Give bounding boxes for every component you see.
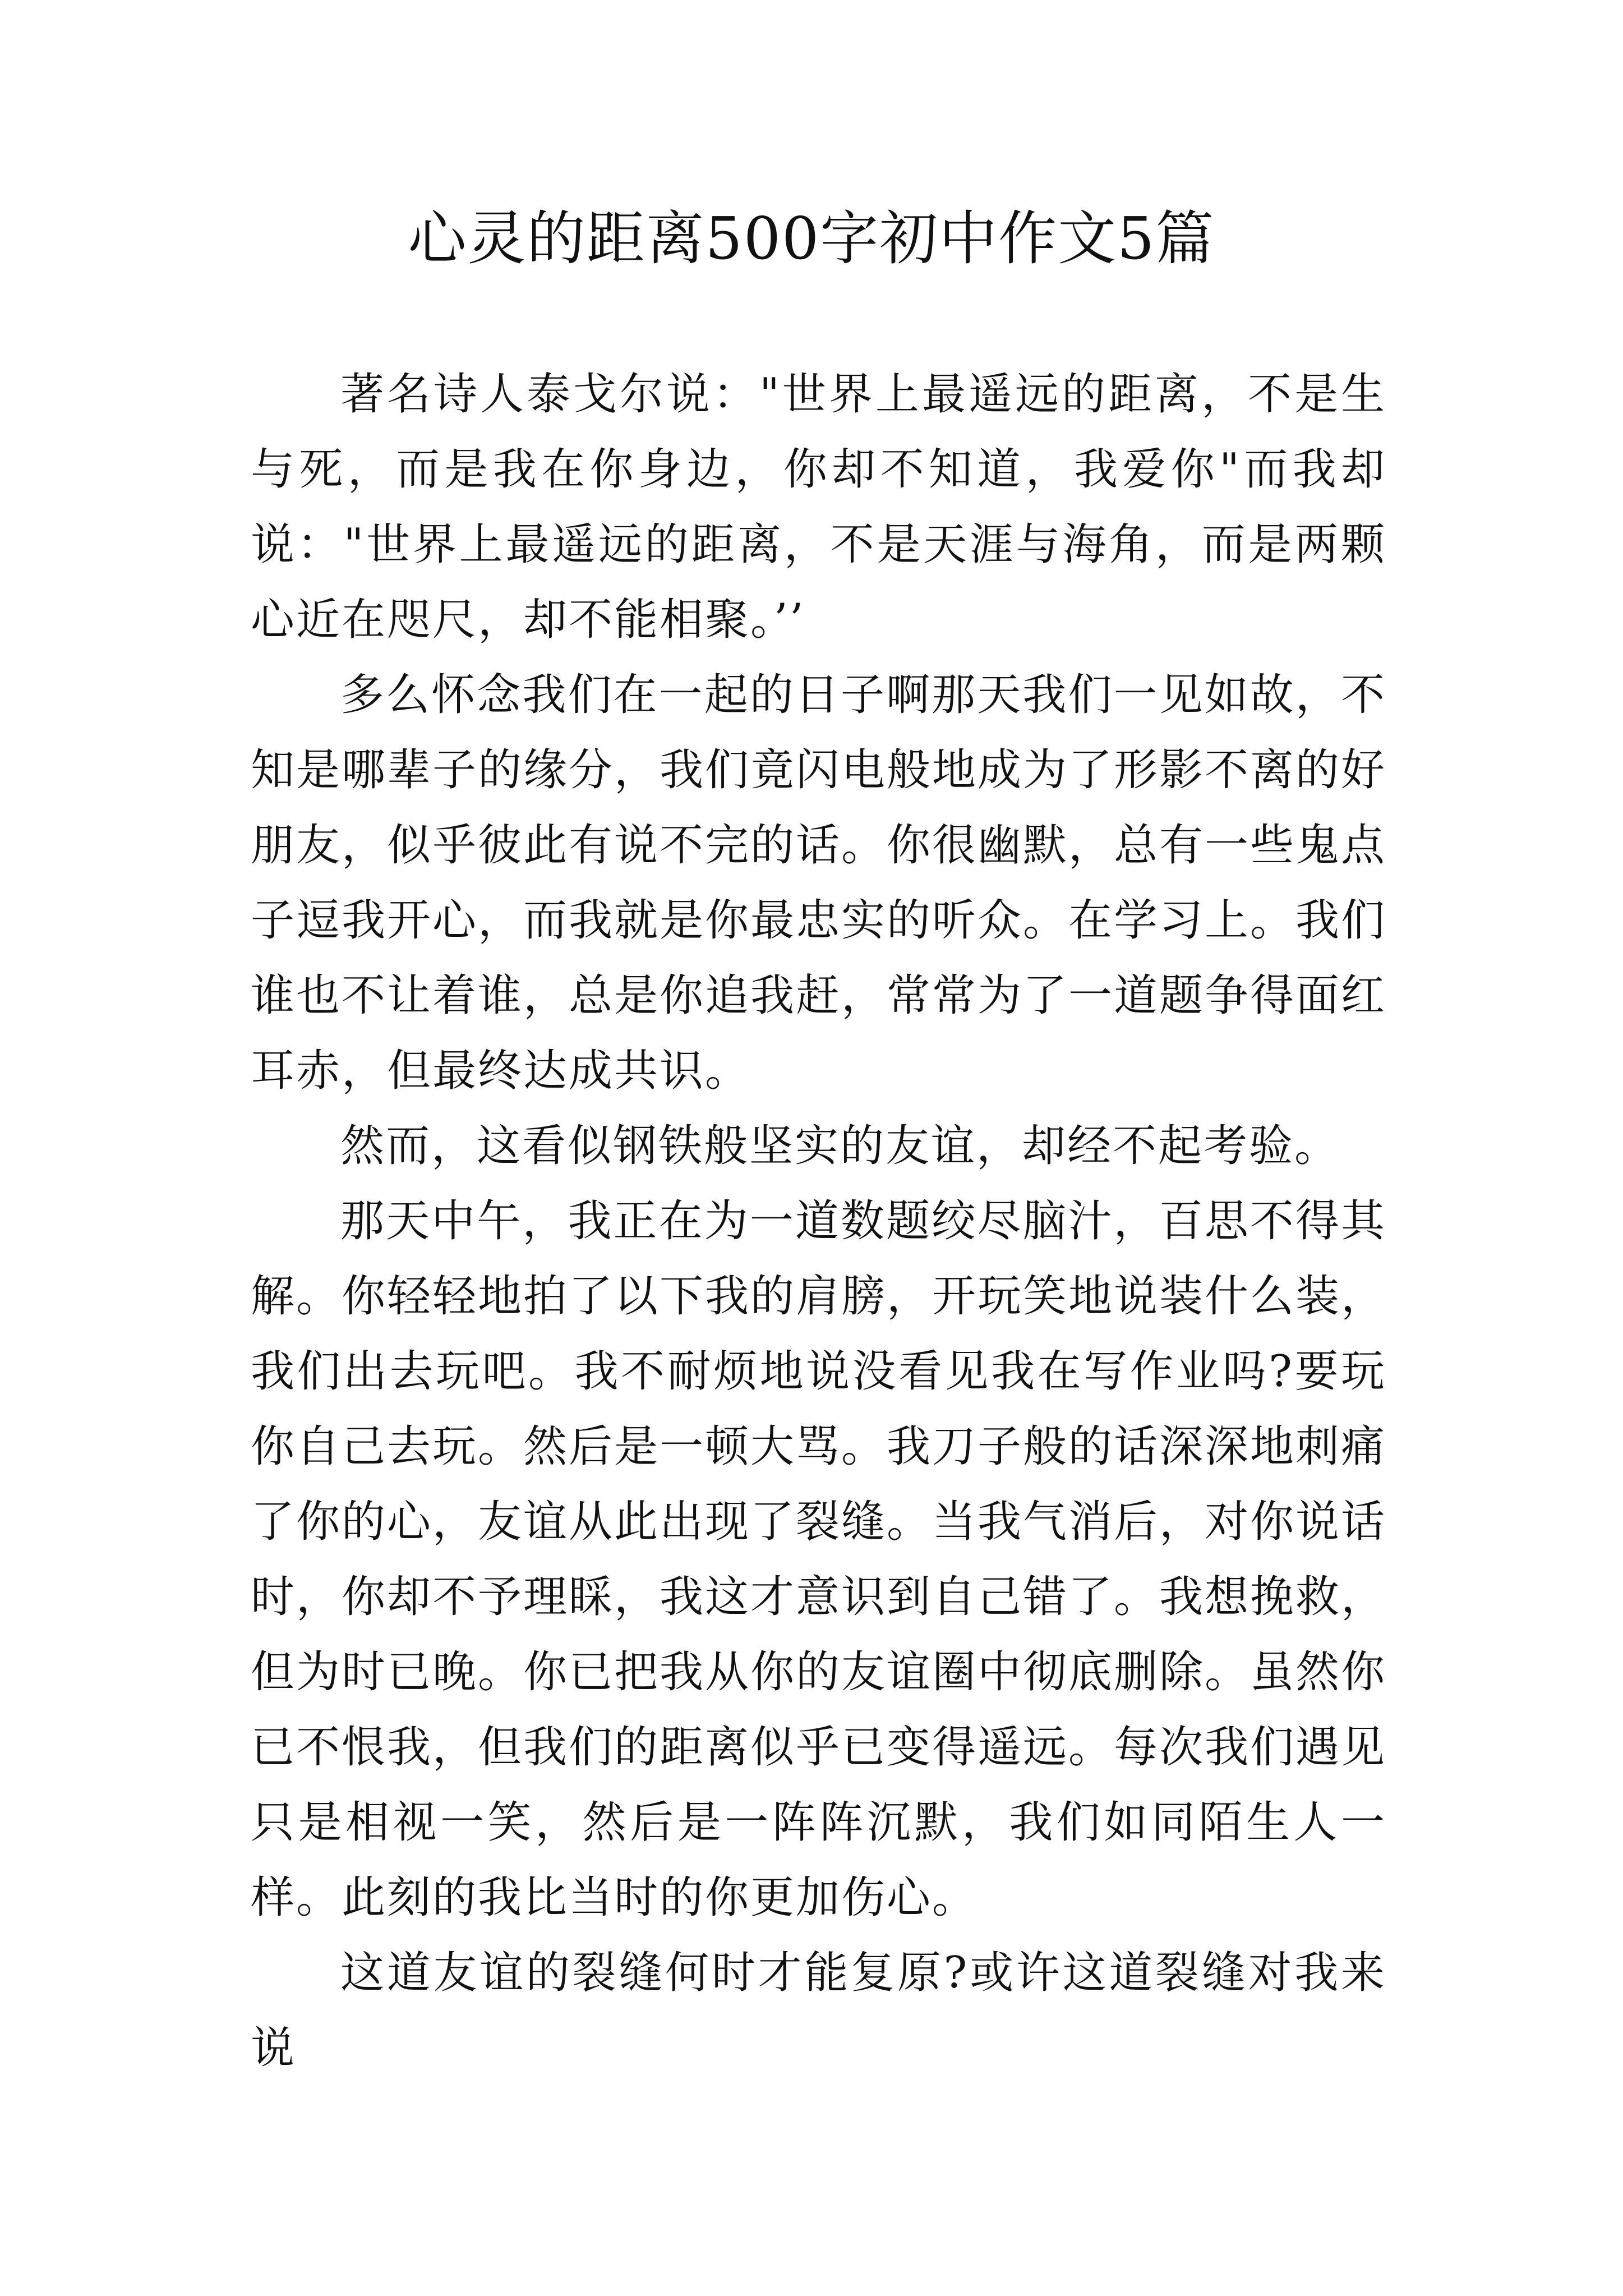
document-body xyxy=(251,357,1386,2086)
paragraph-quote: 著名诗人泰戈尔说："世界上最遥远的距离，不是生与死，而是我在你身边，你却不知道，我爱你"而我却说："世界上最遥远的距离，不是天涯与海角，而是两颗心近在咫尺，却不能相聚。’’ xyxy=(251,369,1386,645)
document-title: 心灵的距离500字初中作文5篇 xyxy=(408,204,1215,273)
paragraph-that-noon: 那天中午，我正在为一道数题绞尽脑汁，百思不得其解。你轻轻地拍了以下我的肩膀，开玩笑地说装什么装，我们出去玩吧。我不耐烦地说没看见我在写作业吗?要玩你自己去玩。然后是一顿大骂。我刀子般的话深深地刺痛了你的心，友谊从此出现了裂缝。当我气消后，对你说话时，你却不予理睬，我这才意识到自己错了。我想挽救，但为时已晚。你已把我从你的友谊圈中彻底删除。虽然你已不恨我，但我们的距离似乎已变得遥远。每次我们遇见只是相视一笑，然后是一阵阵沉默，我们如同陌生人一样。此刻的我比当时的你更加伤心。 xyxy=(251,1196,1387,1923)
paragraph-however: 然而，这看似钢铁般坚实的友谊，却经不起考验。 xyxy=(340,1121,1340,1171)
paragraph-memories: 多么怀念我们在一起的日子啊那天我们一见如故，不知是哪辈子的缘分，我们竟闪电般地成为了形影不离的好朋友，似乎彼此有说不完的话。你很幽默，总有一些鬼点子逗我开心，而我就是你最忠实的听众。在学习上。我们谁也不让着谁，总是你追我赶，常常为了一道题争得面红耳赤，但最终达成共识。 xyxy=(251,670,1387,1096)
paragraph-crack: 这道友谊的裂缝何时才能复原?或许这道裂缝对我来说 xyxy=(251,1948,1386,2073)
